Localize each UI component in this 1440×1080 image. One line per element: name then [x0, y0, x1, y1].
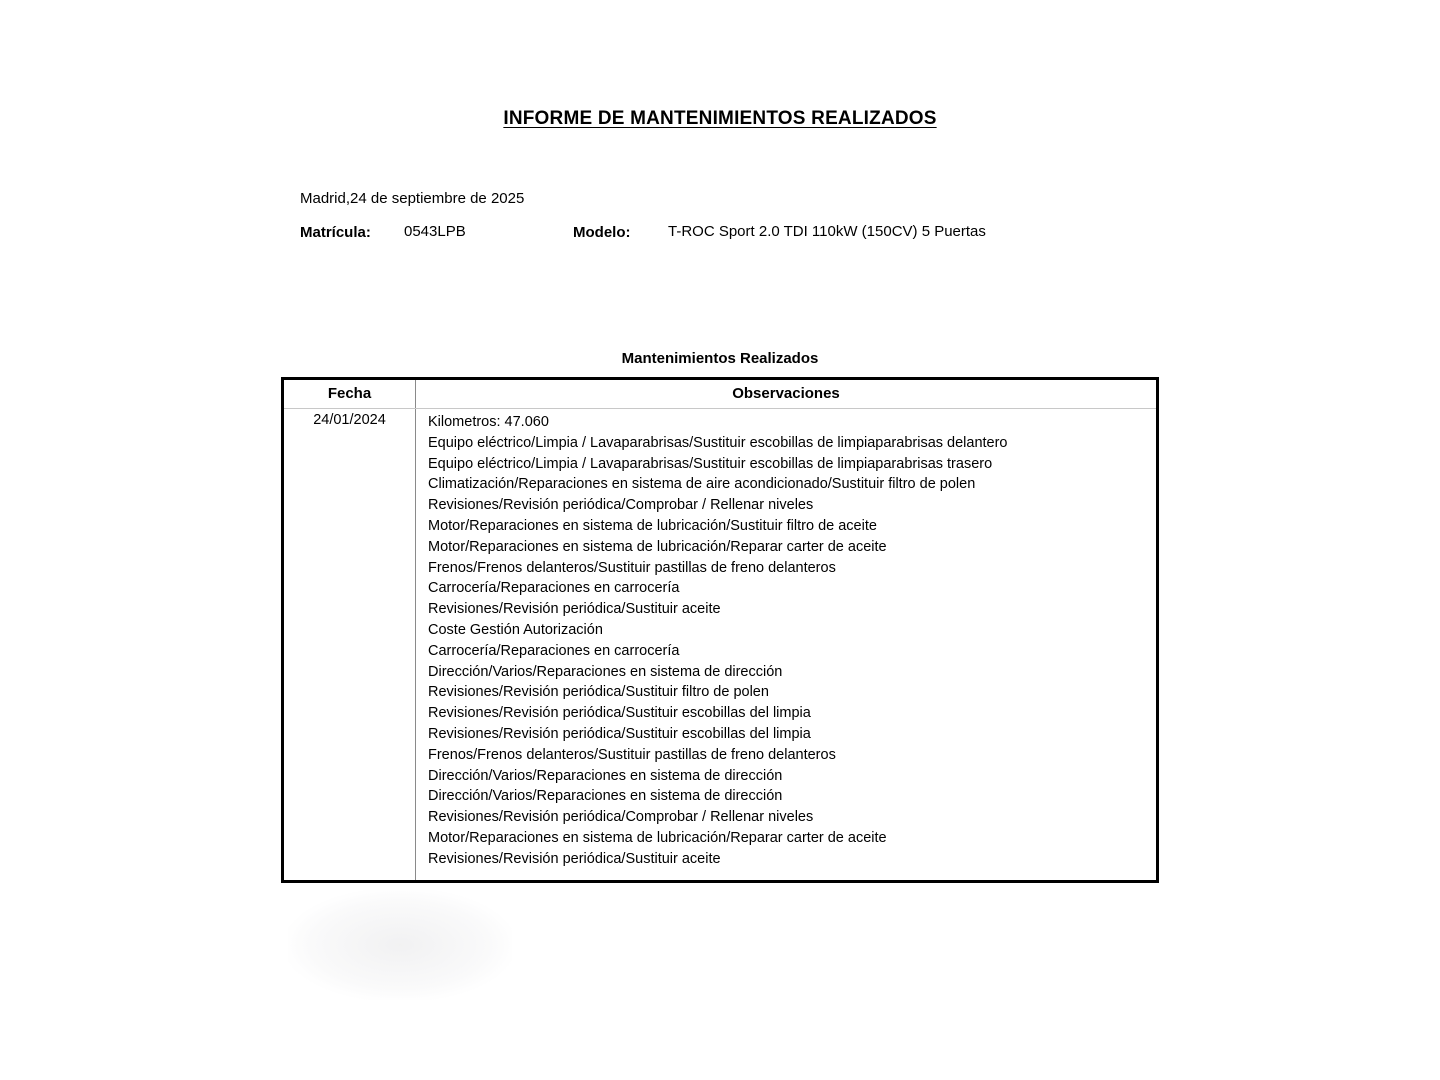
observation-line: Climatización/Reparaciones en sistema de aire acondicionado/Sustituir filtro de polen — [428, 476, 976, 493]
section-title-mantenimientos: Mantenimientos Realizados — [621, 350, 819, 367]
stamp-watermark — [288, 890, 512, 1000]
observation-line: Revisiones/Revisión periódica/Sustituir aceite — [428, 601, 721, 618]
observation-line: Motor/Reparaciones en sistema de lubricación/Reparar carter de aceite — [428, 829, 887, 846]
observation-line: Carrocería/Reparaciones en carrocería — [428, 642, 680, 659]
matricula-value: 0543LPB — [404, 223, 466, 240]
table-header-row — [284, 380, 1156, 409]
observation-line: Kilometros: 47.060 — [428, 414, 549, 430]
observation-line: Equipo eléctrico/Limpia / Lavaparabrisas/Sustituir escobillas de limpiaparabrisas trasero — [428, 455, 993, 472]
fecha-cell: 24/01/2024 — [284, 409, 416, 880]
column-header-observaciones: Observaciones — [732, 385, 840, 402]
observation-line: Revisiones/Revisión periódica/Sustituir aceite — [428, 850, 721, 867]
observation-line: Coste Gestión Autorización — [428, 621, 603, 638]
observation-line: Revisiones/Revisión periódica/Sustituir escobillas del limpia — [428, 725, 811, 742]
observation-line: Motor/Reparaciones en sistema de lubricación/Reparar carter de aceite — [428, 538, 887, 555]
observation-line: Frenos/Frenos delanteros/Sustituir pastillas de freno delanteros — [428, 746, 836, 763]
observation-line: Equipo eléctrico/Limpia / Lavaparabrisas/Sustituir escobillas de limpiaparabrisas delantero — [428, 434, 1008, 451]
column-header-fecha: Fecha — [284, 380, 416, 408]
table-row — [284, 409, 1156, 880]
observation-line: Revisiones/Revisión periódica/Sustituir filtro de polen — [428, 684, 769, 701]
observation-line: Dirección/Varios/Reparaciones en sistema de dirección — [428, 767, 783, 784]
observation-line: Motor/Reparaciones en sistema de lubricación/Sustituir filtro de aceite — [428, 517, 877, 534]
observation-line: Carrocería/Reparaciones en carrocería — [428, 580, 680, 597]
report-date-line: Madrid,24 de septiembre de 2025 — [300, 190, 525, 207]
observaciones-cell — [416, 409, 1156, 880]
observation-line: Revisiones/Revisión periódica/Comprobar / Rellenar niveles — [428, 809, 814, 826]
observation-line: Frenos/Frenos delanteros/Sustituir pastillas de freno delanteros — [428, 559, 836, 576]
matricula-label: Matrícula: — [300, 224, 371, 241]
modelo-value: T-ROC Sport 2.0 TDI 110kW (150CV) 5 Puertas — [668, 223, 986, 240]
modelo-label: Modelo: — [573, 224, 631, 241]
observation-line: Revisiones/Revisión periódica/Comprobar / Rellenar niveles — [428, 497, 814, 514]
page-title: INFORME DE MANTENIMIENTOS REALIZADOS — [503, 108, 937, 129]
observation-line: Revisiones/Revisión periódica/Sustituir escobillas del limpia — [428, 705, 811, 722]
observation-line: Dirección/Varios/Reparaciones en sistema de dirección — [428, 663, 783, 680]
observation-line: Dirección/Varios/Reparaciones en sistema de dirección — [428, 788, 783, 805]
maintenance-table — [281, 377, 1159, 883]
